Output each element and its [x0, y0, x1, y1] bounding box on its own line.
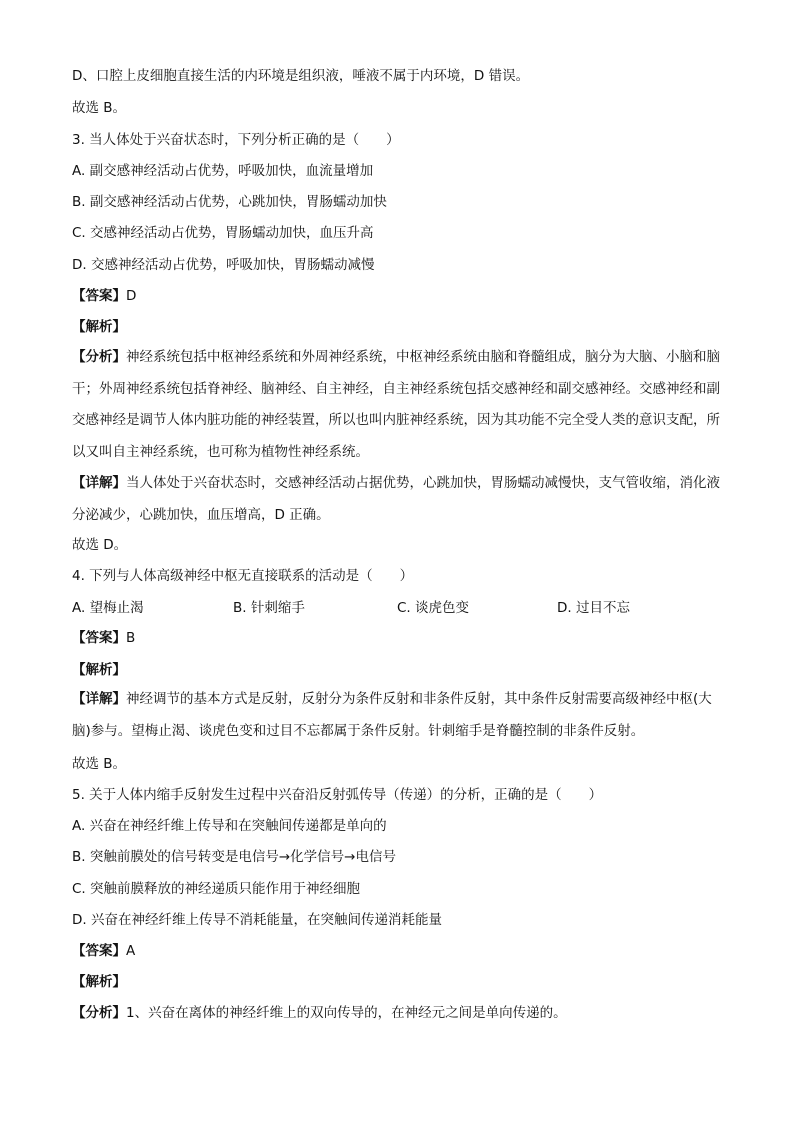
- fenxi-tag: 【分析】: [72, 349, 126, 365]
- fenxi-text: 1、兴奋在离体的神经纤维上的双向传导的，在神经元之间是单向传递的。: [126, 1005, 567, 1021]
- question-3-stem: 3. 当人体处于兴奋状态时，下列分析正确的是（ ）: [72, 132, 400, 148]
- question-4-stem: 4. 下列与人体高级神经中枢无直接联系的活动是（ ）: [72, 568, 414, 584]
- question-3-fenxi: [72, 342, 722, 468]
- question-4-xiangjie: [72, 684, 722, 747]
- question-3-option-b: B. 副交感神经活动占优势，心跳加快，胃肠蠕动加快: [72, 194, 387, 210]
- question-5-fenxi: [72, 1003, 567, 1023]
- question-3-option-a: A. 副交感神经活动占优势，呼吸加快，血流量增加: [72, 163, 374, 179]
- question-4-answer: [72, 628, 135, 648]
- answer-value: D: [126, 288, 137, 304]
- question-5-option-c: C. 突触前膜释放的神经递质只能作用于神经细胞: [72, 881, 361, 897]
- question-3-answer: [72, 286, 136, 306]
- question-5-option-d: D. 兴奋在神经纤维上传导不消耗能量，在突触间传递消耗能量: [72, 912, 442, 928]
- answer-value: A: [126, 943, 136, 959]
- xiangjie-text: 当人体处于兴奋状态时，交感神经活动占据优势，心跳加快，胃肠蠕动减慢快，支气管收缩，消化液分泌减少，心跳加快，血压增高，D 正确。: [72, 475, 720, 523]
- xiangjie-text: 神经调节的基本方式是反射，反射分为条件反射和非条件反射，其中条件反射需要高级神经中枢(大脑)参与。望梅止渴、谈虎色变和过目不忘都属于条件反射。针刺缩手是脊髓控制的非条件反射。: [72, 691, 712, 739]
- analysis-heading: 【解析】: [72, 319, 126, 335]
- text-line: 故选 B。: [72, 756, 127, 772]
- answer-value: B: [126, 630, 136, 646]
- question-4-option-b: B. 针刺缩手: [233, 600, 305, 616]
- answer-tag: 【答案】: [72, 943, 126, 959]
- xiangjie-tag: 【详解】: [72, 691, 126, 707]
- text-line: 故选 B。: [72, 100, 127, 116]
- xiangjie-tag: 【详解】: [72, 475, 126, 491]
- question-3-option-c: C. 交感神经活动占优势，胃肠蠕动加快，血压升高: [72, 225, 374, 241]
- answer-tag: 【答案】: [72, 288, 126, 304]
- text-line: D、口腔上皮细胞直接生活的内环境是组织液，唾液不属于内环境，D 错误。: [72, 68, 530, 84]
- question-5-answer: [72, 941, 135, 961]
- analysis-heading: 【解析】: [72, 974, 126, 990]
- fenxi-tag: 【分析】: [72, 1005, 126, 1021]
- question-3-xiangjie: [72, 468, 722, 531]
- answer-tag: 【答案】: [72, 630, 126, 646]
- question-4-option-c: C. 谈虎色变: [397, 600, 470, 616]
- question-5-option-b: B. 突触前膜处的信号转变是电信号→化学信号→电信号: [72, 849, 396, 865]
- analysis-heading: 【解析】: [72, 662, 126, 678]
- fenxi-text: 神经系统包括中枢神经系统和外周神经系统，中枢神经系统由脑和脊髓组成，脑分为大脑、小脑和脑干；外周神经系统包括脊神经、脑神经、自主神经，自主神经系统包括交感神经和副交感神经。交感神经和副交感神经是调节人体内脏功能的神经装置，所以也叫内脏神经系统，因为其功能不完全受人类的意识支配，所以又叫自主神经系统，也可称为植物性神经系统。: [72, 349, 720, 460]
- question-5-option-a: A. 兴奋在神经纤维上传导和在突触间传递都是单向的: [72, 818, 387, 834]
- question-4-option-a: A. 望梅止渴: [72, 600, 144, 616]
- text-line: 故选 D。: [72, 537, 128, 553]
- question-4-option-d: D. 过目不忘: [557, 600, 630, 616]
- question-5-stem: 5. 关于人体内缩手反射发生过程中兴奋沿反射弧传导（传递）的分析，正确的是（ ）: [72, 787, 603, 803]
- question-3-option-d: D. 交感神经活动占优势，呼吸加快，胃肠蠕动减慢: [72, 257, 375, 273]
